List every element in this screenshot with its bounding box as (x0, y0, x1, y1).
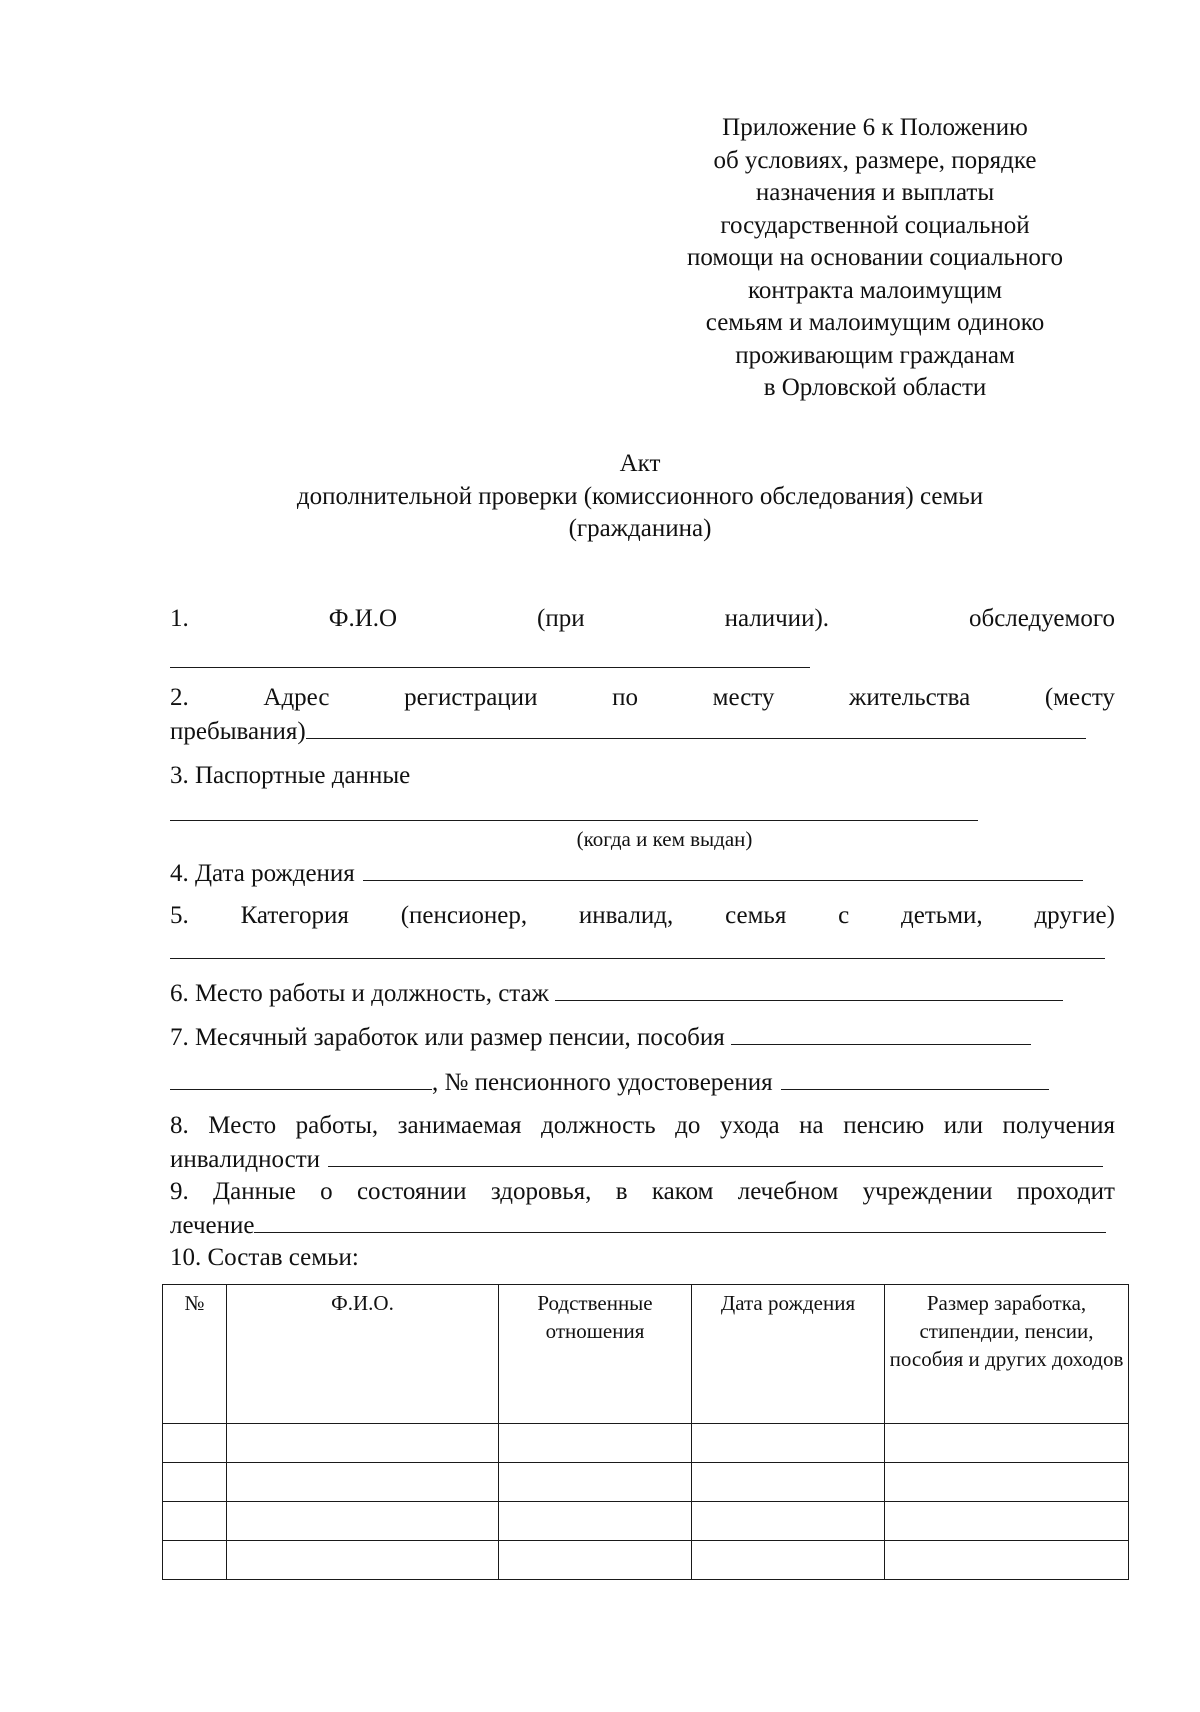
field-7-amount-blank[interactable] (170, 1065, 432, 1090)
field-4-label: 4. Дата рождения (170, 856, 1115, 890)
table-row (163, 1541, 1129, 1580)
appendix-line: государственной социальной (720, 211, 1030, 239)
table-cell[interactable] (885, 1424, 1129, 1463)
field-3-label: 3. Паспортные данные (170, 762, 411, 789)
field-5-label: 5. Категория (пенсионер, инвалид, семья с детьми, другие) (170, 902, 1115, 929)
table-row (163, 1502, 1129, 1541)
appendix-line: семьям и малоимущим одиноко (705, 309, 1045, 336)
field-9-continued: лечение (170, 1208, 1115, 1242)
field-7-certificate-blank[interactable] (781, 1065, 1049, 1090)
field-1-label: 1. Ф.И.О (при наличии). обследуемого (170, 605, 1115, 632)
table-cell[interactable] (499, 1502, 692, 1541)
field-9-blank[interactable] (254, 1208, 1106, 1233)
field-8-blank[interactable] (328, 1142, 1103, 1167)
table-cell[interactable] (885, 1541, 1129, 1580)
table-cell[interactable] (163, 1463, 227, 1502)
field-2-blank[interactable] (306, 714, 1086, 739)
table-cell[interactable] (692, 1502, 885, 1541)
field-9-label: 9. Данные о состоянии здоровья, в каком лечебном учреждении проходит (170, 1178, 1115, 1205)
table-cell[interactable] (227, 1463, 499, 1502)
table-header-row (163, 1285, 1129, 1424)
field-6-blank[interactable] (555, 976, 1063, 1001)
appendix-line: помощи на основании социального (687, 244, 1063, 271)
field-10-label: 10. Состав семьи: (170, 1244, 359, 1271)
title-heading: Акт (619, 450, 661, 477)
col-header-birth-date: Дата рождения (692, 1285, 885, 1424)
field-6-label: 6. Место работы и должность, стаж (170, 976, 1115, 1010)
col-header-number: № (163, 1285, 227, 1424)
table-cell[interactable] (163, 1424, 227, 1463)
field-2-continued: пребывания) (170, 714, 1115, 748)
table-cell[interactable] (692, 1424, 885, 1463)
appendix-line: в Орловской области (763, 374, 987, 401)
table-row (163, 1424, 1129, 1463)
family-composition-table (162, 1284, 1129, 1580)
field-5-blank[interactable] (170, 958, 1105, 959)
appendix-line: контракта малоимущим (747, 276, 1003, 304)
appendix-note (640, 112, 1110, 405)
field-1-blank[interactable] (170, 667, 810, 668)
field-7-continued: , № пенсионного удостоверения (170, 1065, 1115, 1099)
appendix-line: об условиях, размере, порядке (713, 146, 1037, 174)
field-2-label: 2. Адрес регистрации по месту жительства (месту (170, 684, 1115, 711)
table-cell[interactable] (227, 1541, 499, 1580)
title-line: (гражданина) (568, 515, 712, 542)
col-header-relation: Родственные отношения (499, 1285, 692, 1424)
table-cell[interactable] (499, 1463, 692, 1502)
table-cell[interactable] (692, 1541, 885, 1580)
table-cell[interactable] (163, 1541, 227, 1580)
field-3-caption: (когда и кем выдан) (576, 827, 753, 851)
table-cell[interactable] (885, 1502, 1129, 1541)
field-7-blank[interactable] (731, 1020, 1031, 1045)
appendix-line: проживающим гражданам (735, 341, 1015, 369)
table-cell[interactable] (692, 1463, 885, 1502)
table-cell[interactable] (499, 1541, 692, 1580)
col-header-income: Размер заработка, стипендии, пенсии, пособия и других доходов (885, 1285, 1129, 1424)
field-3-blank[interactable] (170, 820, 978, 821)
table-cell[interactable] (885, 1463, 1129, 1502)
table-cell[interactable] (227, 1502, 499, 1541)
field-7-label: 7. Месячный заработок или размер пенсии, пособия (170, 1020, 1115, 1054)
field-8-label: 8. Место работы, занимаемая должность до ухода на пенсию или получения (170, 1112, 1115, 1139)
table-cell[interactable] (227, 1424, 499, 1463)
table-cell[interactable] (499, 1424, 692, 1463)
appendix-line: Приложение 6 к Положению (722, 114, 1028, 141)
col-header-full-name: Ф.И.О. (227, 1285, 499, 1424)
table-row (163, 1463, 1129, 1502)
field-4-blank[interactable] (363, 856, 1083, 881)
table-cell[interactable] (163, 1502, 227, 1541)
document-title (170, 448, 1110, 546)
title-line: дополнительной проверки (комиссионного обследования) семьи (296, 482, 984, 510)
appendix-line: назначения и выплаты (755, 179, 995, 206)
field-8-continued: инвалидности (170, 1142, 1115, 1176)
